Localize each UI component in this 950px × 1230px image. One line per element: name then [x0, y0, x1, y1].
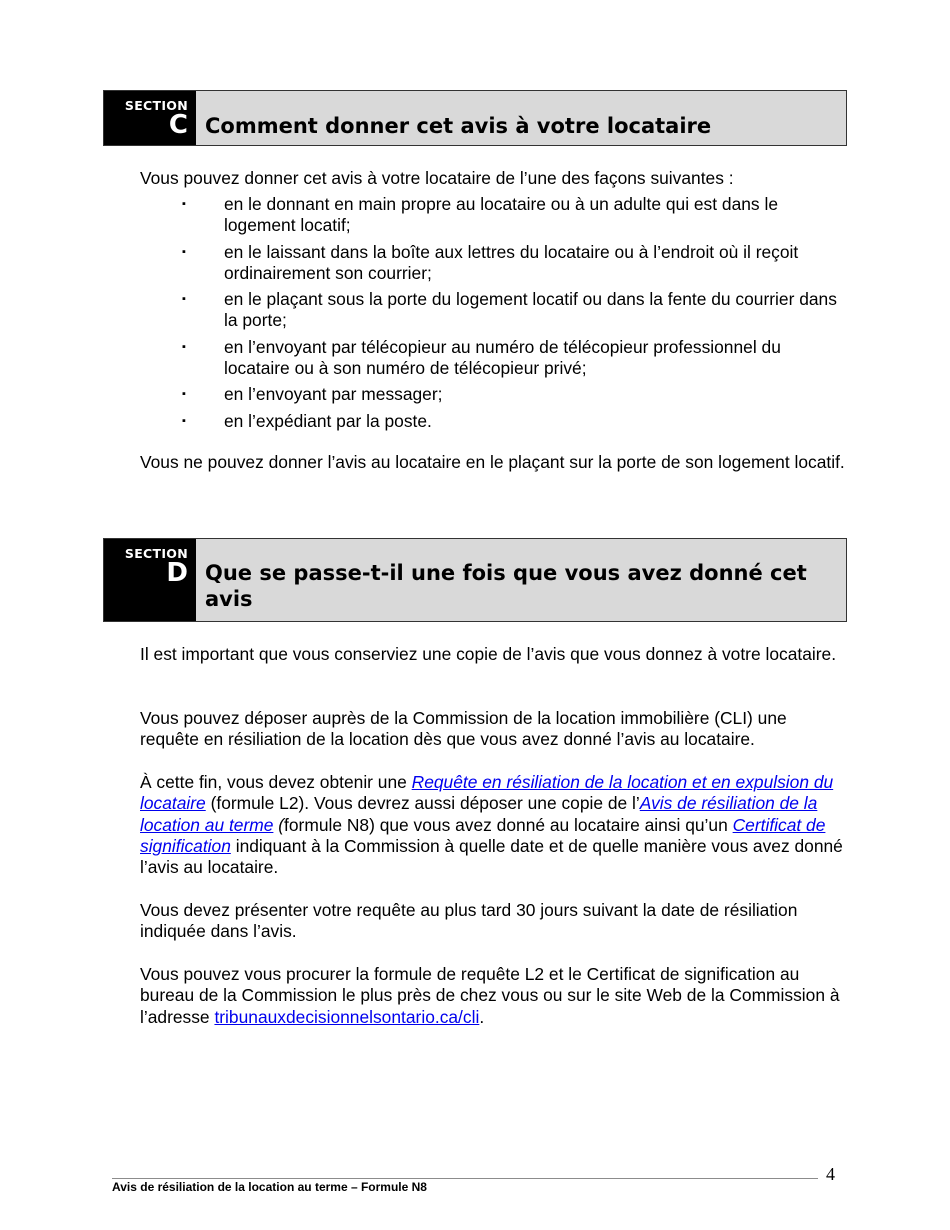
section-c-letter: C — [168, 110, 188, 140]
bullet-icon: ▪ — [182, 198, 186, 210]
certificate-of-service-link[interactable]: Certificat de signification — [140, 814, 826, 856]
list-item: ▪ en l’envoyant par télécopieur au numéro de télécopieur professionnel du locataire ou à son numéro de télécopieur privé; — [182, 336, 781, 379]
section-c-word: SECTION — [124, 98, 188, 113]
n8-form-link[interactable]: Avis de résiliation de la location au terme — [140, 793, 818, 835]
bullet-icon: ▪ — [182, 293, 186, 306]
section-d-paragraph-1: Il est important que vous conserviez une copie de l’avis que vous donnez à votre locataire. — [140, 644, 837, 664]
section-d-paragraph-2: Vous pouvez déposer auprès de la Commission de la location immobilière (CLI) une requête en résiliation de la location dès que vous avez donné l’avis au locataire. — [140, 708, 787, 750]
section-d-letter: D — [166, 558, 188, 588]
section-d-tag — [104, 539, 196, 621]
section-c-closing: Vous ne pouvez donner l’avis au locataire en le plaçant sur la porte de son logement locatif. — [140, 452, 845, 472]
section-d-header — [103, 538, 847, 622]
bullet-icon: ▪ — [182, 245, 186, 258]
section-d-paragraph-5: Vous pouvez vous procurer la formule de requête L2 et le Certificat de signification au bureau de la Commission le plus près de chez vous ou sur le site Web de la Commission à l’adresse tribunauxdecisionnelsontario.ca/cli. — [140, 964, 840, 1027]
delivery-methods-list — [140, 194, 850, 437]
section-d-paragraph-3: À cette fin, vous devez obtenir une Requête en résiliation de la location et en expulsion du locataire (formule L2). Vous devrez aussi déposer une copie de l’Avis de résiliation de la location au terme (formule N8) que vous avez donné au locataire ainsi qu’un Certificat de signification indiquant à la Commission à quelle date et de quelle manière vous avez donné l’avis au locataire. — [140, 772, 843, 878]
bullet-icon: ▪ — [182, 414, 186, 427]
list-item: ▪ en l’envoyant par messager; — [182, 384, 443, 405]
list-item: ▪ en le donnant en main propre au locataire ou à un adulte qui est dans le logement locatif; — [182, 194, 778, 236]
bullet-icon: ▪ — [182, 340, 186, 353]
footer-form-title: Avis de résiliation de la location au terme – Formule N8 — [112, 1180, 427, 1194]
page-number: 4 — [826, 1164, 835, 1184]
list-item: ▪ en l’expédiant par la poste. — [182, 410, 432, 431]
section-c-header — [103, 90, 847, 146]
section-c-tag — [104, 91, 196, 145]
footer-divider — [112, 1178, 818, 1179]
tribunal-website-link[interactable]: tribunauxdecisionnelsontario.ca/cli — [214, 1006, 480, 1027]
list-item: ▪ en le laissant dans la boîte aux lettres du locataire ou à l’endroit où il reçoit ordinairement son courrier; — [182, 241, 799, 283]
section-c-title: Comment donner cet avis à votre locataire — [205, 114, 712, 138]
list-item: ▪ en le plaçant sous la porte du logement locatif ou dans la fente du courrier dans la porte; — [182, 289, 837, 331]
bullet-icon: ▪ — [182, 388, 186, 401]
section-d-paragraph-4: Vous devez présenter votre requête au plus tard 30 jours suivant la date de résiliation indiquée dans l’avis. — [140, 900, 798, 942]
section-d-word: SECTION — [124, 546, 188, 561]
l2-form-link[interactable]: Requête en résiliation de la location et en expulsion du locataire — [140, 772, 834, 814]
section-c-intro: Vous pouvez donner cet avis à votre locataire de l’une des façons suivantes : — [140, 168, 734, 188]
section-d-title: Que se passe-t-il une fois que vous avez donné cet avis — [205, 561, 807, 611]
